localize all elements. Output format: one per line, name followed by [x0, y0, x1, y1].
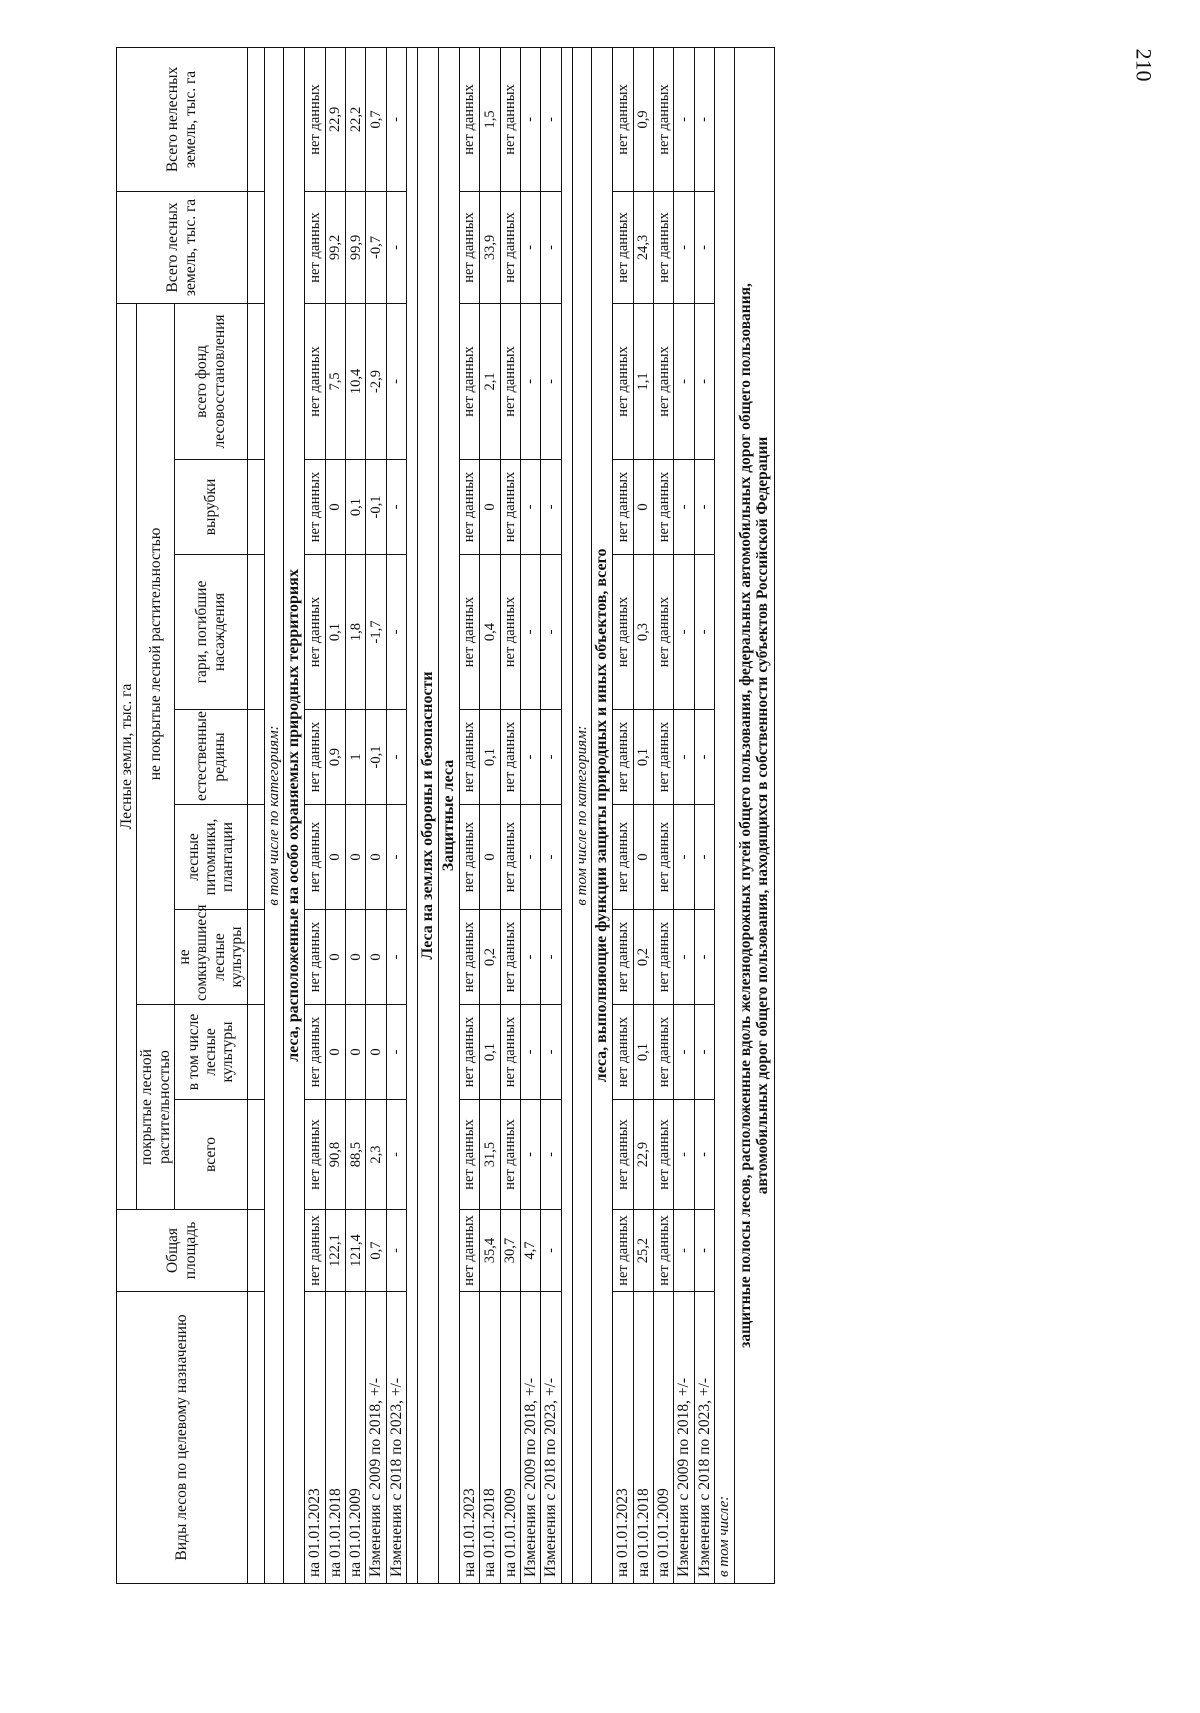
spacer-row: [407, 47, 418, 1583]
table-cell: 0,4: [480, 555, 500, 710]
table-cell: 1,5: [480, 47, 500, 191]
table-cell: нет данных: [459, 1210, 479, 1292]
table-row: [305, 47, 325, 1583]
table-cell: -: [386, 910, 406, 1005]
table-cell: 33,9: [480, 191, 500, 303]
table-cell: нет данных: [500, 910, 520, 1005]
table-cell: 99,2: [325, 191, 345, 303]
table-cell: -: [386, 1210, 406, 1292]
table-cell: 0,9: [633, 47, 653, 191]
table-cell: нет данных: [305, 1210, 325, 1292]
header-nc-natural: естественные редины: [175, 710, 247, 805]
table-cell: -: [541, 1005, 561, 1100]
table-cell: -: [520, 1005, 540, 1100]
table-row: [613, 47, 633, 1583]
header-nc-fund: всего фонд лесовосстановления: [175, 303, 247, 459]
table-cell: -: [674, 191, 694, 303]
table-cell: -: [386, 1100, 406, 1210]
table-cell: -: [520, 910, 540, 1005]
table-cell: нет данных: [500, 1100, 520, 1210]
section-functions-rows: [613, 47, 715, 1583]
table-cell: 0: [633, 460, 653, 555]
table-row: [480, 47, 500, 1583]
table-cell: нет данных: [305, 191, 325, 303]
table-row: [386, 47, 406, 1583]
section-defense-rows: [459, 47, 561, 1583]
table-cell: 0,1: [480, 1005, 500, 1100]
table-cell: -: [674, 910, 694, 1005]
table-cell: 90,8: [325, 1100, 345, 1210]
table-row: [520, 47, 540, 1583]
table-cell: нет данных: [305, 910, 325, 1005]
row-label: Изменения с 2009 по 2018, +/-: [520, 1292, 540, 1584]
table-cell: -: [386, 303, 406, 459]
table-cell: -: [386, 1005, 406, 1100]
table-row: [633, 47, 653, 1583]
table-cell: 24,3: [633, 191, 653, 303]
table-cell: -0,1: [366, 460, 386, 555]
table-cell: 0: [633, 805, 653, 910]
section-title-protective: Защитные леса: [438, 47, 459, 1583]
section-title-defense: Леса на землях обороны и безопасности: [418, 47, 439, 1583]
table-cell: -: [541, 1100, 561, 1210]
spacer-row: [561, 47, 572, 1583]
table-cell: -: [694, 555, 714, 710]
table-cell: -: [674, 805, 694, 910]
table-cell: 0: [325, 460, 345, 555]
table-cell: нет данных: [500, 710, 520, 805]
table-cell: -: [694, 1005, 714, 1100]
table-cell: -: [520, 191, 540, 303]
table-cell: -: [694, 1210, 714, 1292]
table-row: [654, 47, 674, 1583]
table-header: [117, 47, 265, 1583]
note-line-1: защитные полосы лесов, расположенные вдоль железнодорожных путей общего пользования, федеральных автомобильных дорог общего пользования, автомобильных дорог общего пользования, находящихся в собственности субъектов Российской Федерации: [734, 47, 774, 1583]
row-label: на 01.01.2023: [459, 1292, 479, 1584]
table-cell: нет данных: [654, 1100, 674, 1210]
header-nc-cutting: вырубки: [175, 460, 247, 555]
row-label: на 01.01.2018: [633, 1292, 653, 1584]
table-cell: нет данных: [654, 460, 674, 555]
incl-categories-label-2: в том числе по категориям:: [572, 47, 592, 1583]
table-row: [500, 47, 520, 1583]
page-number: 210: [1131, 48, 1157, 82]
table-cell: нет данных: [613, 1100, 633, 1210]
table-cell: 0,3: [633, 555, 653, 710]
table-cell: -: [386, 710, 406, 805]
table-cell: нет данных: [654, 805, 674, 910]
table-cell: 0: [325, 1005, 345, 1100]
table-cell: нет данных: [500, 460, 520, 555]
table-cell: нет данных: [654, 47, 674, 191]
row-label: Изменения с 2009 по 2018, +/-: [366, 1292, 386, 1584]
table-cell: нет данных: [654, 1210, 674, 1292]
header-type: Виды лесов по целевому назначению: [117, 1292, 248, 1584]
table-cell: -: [674, 555, 694, 710]
table-cell: 31,5: [480, 1100, 500, 1210]
table-cell: -: [520, 710, 540, 805]
table-cell: 0: [480, 805, 500, 910]
row-label: на 01.01.2018: [325, 1292, 345, 1584]
header-total-forest: Всего лесных земель, тыс. га: [117, 191, 248, 303]
table-cell: нет данных: [459, 1100, 479, 1210]
table-cell: 2,1: [480, 303, 500, 459]
table-footer: [715, 47, 775, 1583]
table-cell: 35,4: [480, 1210, 500, 1292]
table-cell: -: [541, 555, 561, 710]
row-label: Изменения с 2009 по 2018, +/-: [674, 1292, 694, 1584]
table-cell: -: [674, 1005, 694, 1100]
table-cell: -: [694, 303, 714, 459]
table-cell: нет данных: [459, 910, 479, 1005]
section-protected-rows: [305, 47, 407, 1583]
table-row: [674, 47, 694, 1583]
table-cell: 1,1: [633, 303, 653, 459]
table-cell: -0,1: [366, 710, 386, 805]
table-cell: -: [541, 303, 561, 459]
table-cell: нет данных: [305, 710, 325, 805]
table-cell: -: [541, 1210, 561, 1292]
header-covered-incl: в том числе лесные культуры: [175, 1005, 247, 1100]
table-cell: -: [674, 303, 694, 459]
table-cell: 7,5: [325, 303, 345, 459]
table-cell: -: [674, 710, 694, 805]
table-cell: 4,7: [520, 1210, 540, 1292]
section-functions-title: [561, 47, 613, 1583]
table-cell: -: [386, 191, 406, 303]
row-label: Изменения с 2018 по 2023, +/-: [386, 1292, 406, 1584]
table-cell: нет данных: [654, 710, 674, 805]
header-general-area: Общая площадь: [117, 1210, 248, 1292]
table-cell: нет данных: [613, 710, 633, 805]
table-cell: нет данных: [305, 1100, 325, 1210]
table-cell: -2,9: [366, 303, 386, 459]
forest-table: [116, 47, 775, 1584]
table-cell: -: [541, 805, 561, 910]
row-label: на 01.01.2009: [500, 1292, 520, 1584]
table-cell: 0: [345, 910, 365, 1005]
header-total-nonforest: Всего нелесных земель, тыс. га: [117, 47, 248, 191]
table-cell: нет данных: [305, 460, 325, 555]
table-cell: нет данных: [613, 191, 633, 303]
table-cell: -: [674, 47, 694, 191]
table-cell: 22,2: [345, 47, 365, 191]
table-cell: нет данных: [459, 555, 479, 710]
table-cell: -: [520, 1100, 540, 1210]
table-cell: нет данных: [500, 191, 520, 303]
table-cell: нет данных: [613, 805, 633, 910]
header-forest-lands: Лесные земли, тыс. га: [117, 303, 137, 1209]
table-cell: -: [694, 1100, 714, 1210]
table-cell: -: [520, 460, 540, 555]
table-cell: нет данных: [613, 1210, 633, 1292]
header-nc-burned: гари, погибшие насаждения: [175, 555, 247, 710]
table-cell: 0,2: [633, 910, 653, 1005]
table-cell: нет данных: [459, 47, 479, 191]
table-cell: нет данных: [654, 1005, 674, 1100]
table-cell: нет данных: [613, 1005, 633, 1100]
header-nc-nursery: лесные питомники, плантации: [175, 805, 247, 910]
table-cell: 10,4: [345, 303, 365, 459]
table-row: [694, 47, 714, 1583]
table-cell: 122,1: [325, 1210, 345, 1292]
table-cell: нет данных: [459, 805, 479, 910]
rotated-table-container: [116, 48, 1156, 1584]
table-cell: -: [694, 47, 714, 191]
table-cell: нет данных: [500, 805, 520, 910]
table-cell: 0: [325, 805, 345, 910]
row-label: Изменения с 2018 по 2023, +/-: [694, 1292, 714, 1584]
table-cell: 0: [366, 1005, 386, 1100]
table-cell: -: [694, 710, 714, 805]
table-cell: 1: [345, 710, 365, 805]
table-cell: 0,7: [366, 1210, 386, 1292]
table-cell: 1,8: [345, 555, 365, 710]
table-cell: нет данных: [500, 1005, 520, 1100]
table-body: [264, 47, 305, 1583]
table-cell: -: [520, 555, 540, 710]
table-cell: нет данных: [613, 555, 633, 710]
row-label: Изменения с 2018 по 2023, +/-: [541, 1292, 561, 1584]
table-cell: нет данных: [500, 555, 520, 710]
table-cell: 99,9: [345, 191, 365, 303]
table-cell: 88,5: [345, 1100, 365, 1210]
section-title-protected: леса, расположенные на особо охраняемых природных территориях: [284, 47, 305, 1583]
table-cell: нет данных: [654, 910, 674, 1005]
section-defense-title: [407, 47, 460, 1583]
row-label: на 01.01.2023: [613, 1292, 633, 1584]
table-cell: нет данных: [654, 555, 674, 710]
table-cell: нет данных: [459, 710, 479, 805]
table-cell: -: [694, 910, 714, 1005]
table-cell: нет данных: [305, 805, 325, 910]
table-cell: -: [386, 555, 406, 710]
table-cell: -: [520, 303, 540, 459]
table-cell: 0,9: [325, 710, 345, 805]
table-cell: -: [541, 710, 561, 805]
table-cell: 22,9: [325, 47, 345, 191]
table-cell: нет данных: [613, 460, 633, 555]
table-cell: 0,2: [480, 910, 500, 1005]
incl-label: в том числе:: [715, 47, 735, 1583]
table-cell: -0,7: [366, 191, 386, 303]
table-cell: 0: [366, 910, 386, 1005]
table-cell: -: [541, 191, 561, 303]
table-cell: 121,4: [345, 1210, 365, 1292]
table-cell: -: [541, 460, 561, 555]
table-cell: нет данных: [500, 47, 520, 191]
table-cell: 0: [366, 805, 386, 910]
table-cell: нет данных: [459, 303, 479, 459]
table-cell: -: [694, 805, 714, 910]
table-cell: 0: [345, 805, 365, 910]
table-cell: 0,1: [633, 1005, 653, 1100]
table-cell: -: [386, 47, 406, 191]
header-not-covered: не покрытые лесной растительностью: [137, 303, 175, 1004]
table-cell: нет данных: [305, 47, 325, 191]
table-cell: нет данных: [459, 191, 479, 303]
table-cell: -: [694, 191, 714, 303]
header-covered-total: всего: [175, 1100, 247, 1210]
header-nc-unclosed: не сомкнувшиеся лесные культуры: [175, 910, 247, 1005]
table-cell: нет данных: [305, 1005, 325, 1100]
table-cell: -: [386, 460, 406, 555]
table-cell: нет данных: [459, 1005, 479, 1100]
table-cell: нет данных: [613, 303, 633, 459]
table-cell: нет данных: [613, 910, 633, 1005]
table-row: [325, 47, 345, 1583]
table-cell: 0,1: [345, 460, 365, 555]
table-cell: 0,7: [366, 47, 386, 191]
table-row: [345, 47, 365, 1583]
table-cell: -: [520, 47, 540, 191]
table-cell: 0,1: [633, 710, 653, 805]
table-row: [366, 47, 386, 1583]
table-cell: -: [674, 1210, 694, 1292]
table-cell: -: [541, 910, 561, 1005]
table-cell: 0,1: [480, 710, 500, 805]
table-cell: -: [520, 805, 540, 910]
row-label: на 01.01.2009: [654, 1292, 674, 1584]
table-cell: нет данных: [654, 303, 674, 459]
table-cell: -: [674, 1100, 694, 1210]
table-row: [541, 47, 561, 1583]
table-cell: -: [541, 47, 561, 191]
table-cell: 25,2: [633, 1210, 653, 1292]
table-cell: нет данных: [459, 460, 479, 555]
row-label: на 01.01.2023: [305, 1292, 325, 1584]
table-cell: -1,7: [366, 555, 386, 710]
table-cell: 2,3: [366, 1100, 386, 1210]
section-title-functions: леса, выполняющие функции защиты природных и иных объектов, всего: [592, 47, 613, 1583]
row-label: на 01.01.2009: [345, 1292, 365, 1584]
table-cell: нет данных: [305, 555, 325, 710]
table-cell: 0: [480, 460, 500, 555]
table-cell: 0: [325, 910, 345, 1005]
table-cell: 22,9: [633, 1100, 653, 1210]
header-covered: покрытые лесной растительностью: [137, 1005, 175, 1210]
incl-categories-label: в том числе по категориям:: [264, 47, 284, 1583]
table-cell: -: [674, 460, 694, 555]
table-cell: нет данных: [613, 47, 633, 191]
table-cell: нет данных: [305, 303, 325, 459]
table-cell: 0: [345, 1005, 365, 1100]
header-spacer-row: [247, 47, 264, 1583]
table-cell: нет данных: [654, 191, 674, 303]
table-cell: 30,7: [500, 1210, 520, 1292]
table-cell: -: [386, 805, 406, 910]
row-label: на 01.01.2018: [480, 1292, 500, 1584]
table-cell: -: [694, 460, 714, 555]
table-cell: нет данных: [500, 303, 520, 459]
table-row: [459, 47, 479, 1583]
table-cell: 0,1: [325, 555, 345, 710]
